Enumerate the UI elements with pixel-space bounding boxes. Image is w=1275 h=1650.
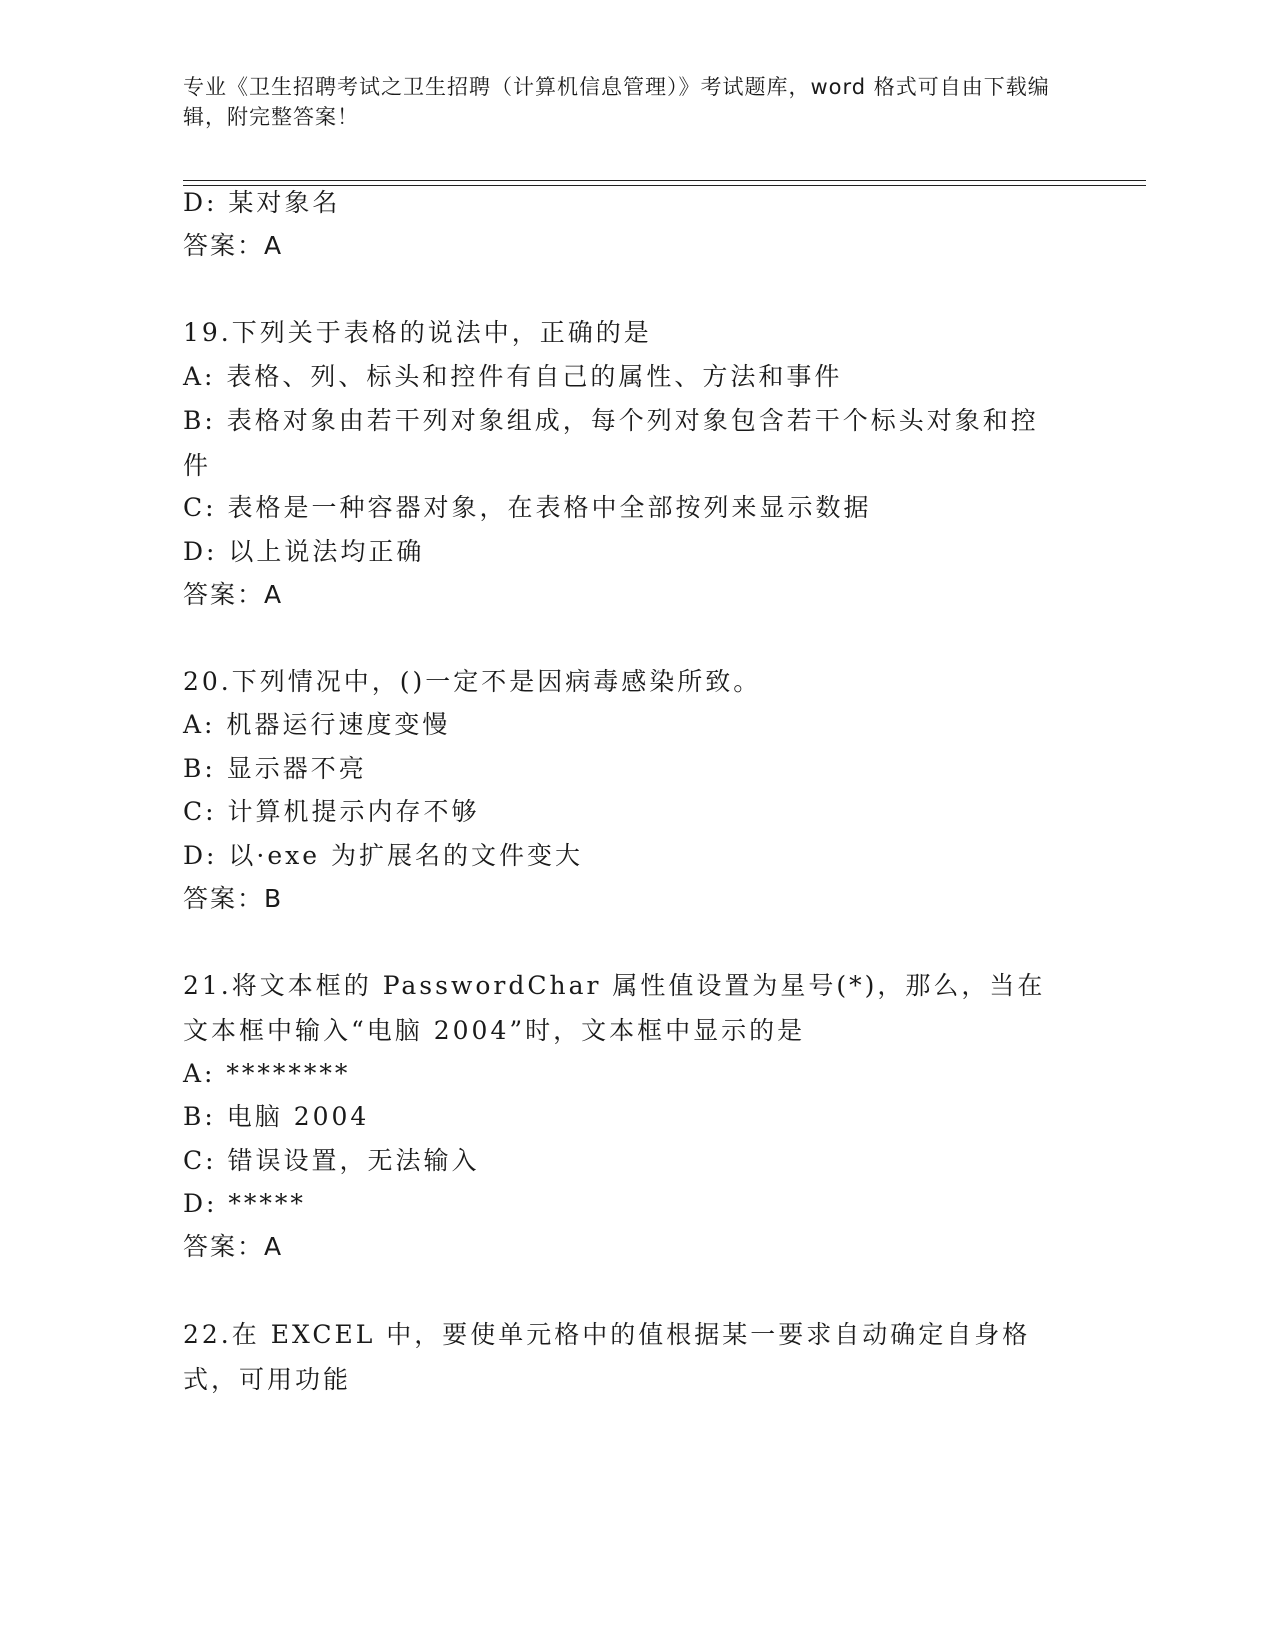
q20-option-a: A: 机器运行速度变慢 — [183, 710, 451, 739]
q19-answer: 答案：A — [183, 580, 284, 609]
q21-option-c: C: 错误设置，无法输入 — [183, 1146, 480, 1175]
q21-option-d: D: ***** — [183, 1189, 306, 1218]
q22-stem: 22.在 EXCEL 中，要使单元格中的值根据某一要求自动确定自身格式，可用功能 — [183, 1320, 1031, 1394]
prev-option-d: D: 某对象名 — [183, 188, 341, 217]
q19-option-d: D: 以上说法均正确 — [183, 537, 425, 566]
q19-option-c: C: 表格是一种容器对象，在表格中全部按列来显示数据 — [183, 493, 872, 522]
q19-option-b: B: 表格对象由若干列对象组成，每个列对象包含若干个标头对象和控件 — [183, 406, 1039, 480]
prev-answer: 答案：A — [183, 231, 284, 260]
q20-option-b: B: 显示器不亮 — [183, 754, 367, 783]
q21-option-a: A: ******** — [183, 1059, 351, 1088]
header-rule-bottom — [183, 185, 1146, 186]
q21-answer: 答案：A — [183, 1232, 284, 1261]
q20-option-d: D: 以·exe 为扩展名的文件变大 — [183, 841, 583, 870]
q20-stem: 20.下列情况中，()一定不是因病毒感染所致。 — [183, 667, 762, 696]
header-rule-top — [183, 180, 1146, 181]
q21-option-b: B: 电脑 2004 — [183, 1102, 370, 1131]
q21-stem: 21.将文本框的 PasswordChar 属性值设置为星号(*)，那么，当在文本框中输入“电脑 2004”时，文本框中显示的是 — [183, 971, 1046, 1045]
page-header: 专业《卫生招聘考试之卫生招聘（计算机信息管理）》考试题库，word 格式可自由下载编辑，附完整答案！ — [183, 75, 1050, 129]
q19-stem: 19.下列关于表格的说法中，正确的是 — [183, 318, 652, 347]
q20-answer: 答案：B — [183, 884, 284, 913]
q20-option-c: C: 计算机提示内存不够 — [183, 797, 480, 826]
q19-option-a: A: 表格、列、标头和控件有自己的属性、方法和事件 — [183, 362, 843, 391]
